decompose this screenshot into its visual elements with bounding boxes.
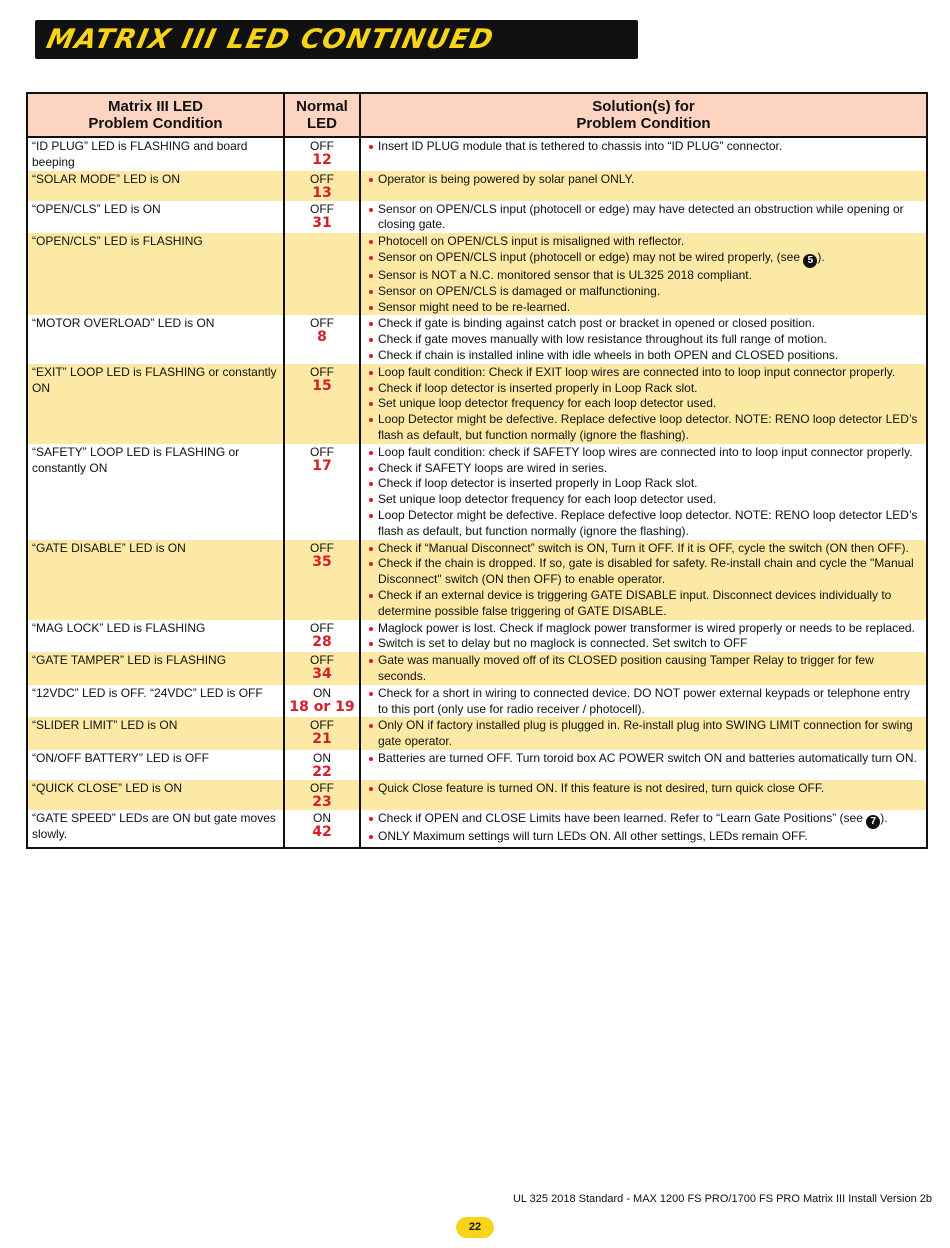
solution-item: Photocell on OPEN/CLS input is misaligned with reflector. — [369, 234, 920, 250]
normal-led — [284, 780, 360, 810]
normal-led — [284, 652, 360, 685]
solutions — [360, 201, 927, 234]
solutions — [360, 540, 927, 620]
solutions — [360, 750, 927, 780]
table-row — [27, 233, 927, 315]
problem-condition: “SOLAR MODE” LED is ON — [27, 171, 284, 201]
normal-led — [284, 201, 360, 234]
solution-item: Loop fault condition: check if SAFETY loop wires are connected into to loop input connector properly. — [369, 445, 920, 461]
problem-condition: “QUICK CLOSE” LED is ON — [27, 780, 284, 810]
table-row — [27, 137, 927, 171]
table-row — [27, 201, 927, 234]
solution-item: Maglock power is lost. Check if maglock power transformer is wired properly or needs to be replaced. — [369, 621, 920, 637]
solution-item: Only ON if factory installed plug is plugged in. Re-install plug into SWING LIMIT connection for swing gate operator. — [369, 718, 920, 750]
solution-item: ONLY Maximum settings will turn LEDs ON. All other settings, LEDs remain OFF. — [369, 829, 920, 845]
led-state: OFF — [310, 653, 334, 668]
table-row — [27, 750, 927, 780]
table-row — [27, 717, 927, 750]
solution-item: Gate was manually moved off of its CLOSED position causing Tamper Relay to trigger for few seconds. — [369, 653, 920, 685]
solutions — [360, 315, 927, 363]
solution-item: Check if gate moves manually with low resistance throughout its full range of motion. — [369, 332, 920, 348]
solution-item: Check if SAFETY loops are wired in series. — [369, 461, 920, 477]
led-number: 34 — [312, 666, 332, 683]
led-number: 31 — [312, 214, 332, 231]
normal-led — [284, 620, 360, 653]
solution-item: Check if OPEN and CLOSE Limits have been learned. Refer to “Learn Gate Positions” (see 7 ). — [369, 811, 920, 829]
led-number: 35 — [312, 553, 332, 570]
led-state: ON — [313, 750, 331, 765]
led-state: ON — [313, 685, 331, 700]
problem-condition: “MOTOR OVERLOAD” LED is ON — [27, 315, 284, 363]
header-solutions: Solution(s) for Problem Condition — [360, 93, 927, 137]
solution-item: Check if loop detector is inserted properly in Loop Rack slot. — [369, 476, 920, 492]
led-number: 18 or 19 — [289, 698, 355, 715]
header-problem-condition: Matrix III LED Problem Condition — [27, 93, 284, 137]
solution-item: Sensor on OPEN/CLS input (photocell or edge) may not be wired properly, (see 5 ). — [369, 250, 920, 268]
solution-item: Set unique loop detector frequency for each loop detector used. — [369, 492, 920, 508]
normal-led — [284, 171, 360, 201]
solution-item: Check if gate is binding against catch post or bracket in opened or closed position. — [369, 316, 920, 332]
problem-condition: “SAFETY” LOOP LED is FLASHING or constantly ON — [27, 444, 284, 540]
solution-item: Batteries are turned OFF. Turn toroid box AC POWER switch ON and batteries automatically turn ON. — [369, 751, 920, 767]
normal-led — [284, 750, 360, 780]
normal-led — [284, 717, 360, 750]
led-number: 23 — [312, 793, 332, 810]
solution-item: Check for a short in wiring to connected device. DO NOT power external keypads or telephone entry to this port (only use for radio receiver / photocell). — [369, 686, 920, 718]
table-row — [27, 652, 927, 685]
solutions — [360, 717, 927, 750]
solution-item: Loop Detector might be defective. Replace defective loop detector. NOTE: RENO loop detector LED’s flash as default, but function normally (ignore the flashing). — [369, 508, 920, 540]
solutions — [360, 620, 927, 653]
footer-document-title: UL 325 2018 Standard - MAX 1200 FS PRO/1700 FS PRO Matrix III Install Version 2b — [512, 1193, 932, 1205]
normal-led — [284, 444, 360, 540]
led-state: OFF — [310, 780, 334, 795]
led-number: 28 — [312, 633, 332, 650]
problem-condition: “MAG LOCK” LED is FLASHING — [27, 620, 284, 653]
problem-condition: “OPEN/CLS” LED is FLASHING — [27, 233, 284, 315]
normal-led — [284, 233, 360, 315]
problem-condition: “ON/OFF BATTERY” LED is OFF — [27, 750, 284, 780]
led-state: OFF — [310, 201, 334, 216]
table-header-row — [27, 93, 927, 137]
solution-item: Loop Detector might be defective. Replace defective loop detector. NOTE: RENO loop detector LED’s flash as default, but function normally (ignore the flashing). — [369, 412, 920, 444]
solutions — [360, 444, 927, 540]
table-row — [27, 780, 927, 810]
problem-condition: “OPEN/CLS” LED is ON — [27, 201, 284, 234]
solution-item: Sensor on OPEN/CLS input (photocell or edge) may have detected an obstruction while opening or closing gate. — [369, 202, 920, 234]
led-troubleshooting-table — [26, 92, 928, 849]
solutions — [360, 780, 927, 810]
led-number: 17 — [312, 457, 332, 474]
table-row — [27, 315, 927, 363]
table-row — [27, 540, 927, 620]
led-state: OFF — [310, 444, 334, 459]
step-reference-badge: 5 — [803, 254, 817, 268]
normal-led — [284, 685, 360, 718]
table-row — [27, 444, 927, 540]
problem-condition: “12VDC” LED is OFF. “24VDC” LED is OFF — [27, 685, 284, 718]
normal-led — [284, 810, 360, 848]
step-reference-badge: 7 — [866, 815, 880, 829]
solutions — [360, 171, 927, 201]
solution-item: Sensor is NOT a N.C. monitored sensor that is UL325 2018 compliant. — [369, 268, 920, 284]
normal-led — [284, 315, 360, 363]
solution-item: Check if an external device is triggering GATE DISABLE input. Disconnect devices individually to determine possible false triggering of GATE DISABLE. — [369, 588, 920, 620]
problem-condition: “EXIT” LOOP LED is FLASHING or constantly ON — [27, 364, 284, 444]
solutions — [360, 810, 927, 848]
solutions — [360, 652, 927, 685]
solution-item: Sensor might need to be re-learned. — [369, 300, 920, 316]
led-state: OFF — [310, 620, 334, 635]
problem-condition: “GATE TAMPER” LED is FLASHING — [27, 652, 284, 685]
led-number: 22 — [312, 763, 332, 780]
normal-led — [284, 540, 360, 620]
led-state: OFF — [310, 139, 334, 153]
solutions — [360, 685, 927, 718]
solution-item: Check if chain is installed inline with idle wheels in both OPEN and CLOSED positions. — [369, 348, 920, 364]
led-state: OFF — [310, 540, 334, 555]
solution-item: Insert ID PLUG module that is tethered to chassis into “ID PLUG” connector. — [369, 139, 920, 155]
solution-item: Check if loop detector is inserted properly in Loop Rack slot. — [369, 381, 920, 397]
solution-item: Loop fault condition: Check if EXIT loop wires are connected into to loop input connector properly. — [369, 365, 920, 381]
solution-item: Check if the chain is dropped. If so, gate is disabled for safety. Re-install chain and cycle the "Manual Disconnect" switch (ON then OFF) to enable operator. — [369, 556, 920, 588]
led-number: 21 — [312, 731, 332, 748]
solution-item: Set unique loop detector frequency for each loop detector used. — [369, 396, 920, 412]
solutions — [360, 233, 927, 315]
problem-condition: “GATE DISABLE” LED is ON — [27, 540, 284, 620]
page-number-badge: 22 — [456, 1217, 494, 1238]
solution-item: Quick Close feature is turned ON. If this feature is not desired, turn quick close OFF. — [369, 781, 920, 797]
led-number: 42 — [312, 823, 332, 840]
normal-led — [284, 364, 360, 444]
normal-led — [284, 137, 360, 171]
table-row — [27, 620, 927, 653]
led-state: OFF — [310, 718, 334, 733]
led-number: 12 — [312, 152, 332, 168]
page-banner — [35, 20, 638, 59]
header-normal-led: Normal LED — [284, 93, 360, 137]
problem-condition: “GATE SPEED” LEDs are ON but gate moves slowly. — [27, 810, 284, 848]
led-number: 15 — [312, 377, 332, 394]
table-row — [27, 685, 927, 718]
problem-condition: “SLIDER LIMIT” LED is ON — [27, 717, 284, 750]
led-number: 8 — [317, 329, 327, 346]
solution-item: Switch is set to delay but no maglock is connected. Set switch to OFF — [369, 636, 920, 652]
banner-title: MATRIX III LED CONTINUED — [43, 24, 498, 55]
led-state: OFF — [310, 316, 334, 331]
solution-item: Operator is being powered by solar panel ONLY. — [369, 172, 920, 188]
solution-item: Check if “Manual Disconnect” switch is ON, Turn it OFF. If it is OFF, cycle the switch (ON then OFF). — [369, 541, 920, 557]
solutions — [360, 137, 927, 171]
led-number: 13 — [312, 184, 332, 201]
led-state: OFF — [310, 171, 334, 186]
table-row — [27, 364, 927, 444]
problem-condition: “ID PLUG” LED is FLASHING and board beeping — [27, 137, 284, 171]
solution-item: Sensor on OPEN/CLS is damaged or malfunctioning. — [369, 284, 920, 300]
led-state: OFF — [310, 364, 334, 379]
solutions — [360, 364, 927, 444]
table-row — [27, 171, 927, 201]
table-row — [27, 810, 927, 848]
led-state: ON — [313, 810, 331, 825]
